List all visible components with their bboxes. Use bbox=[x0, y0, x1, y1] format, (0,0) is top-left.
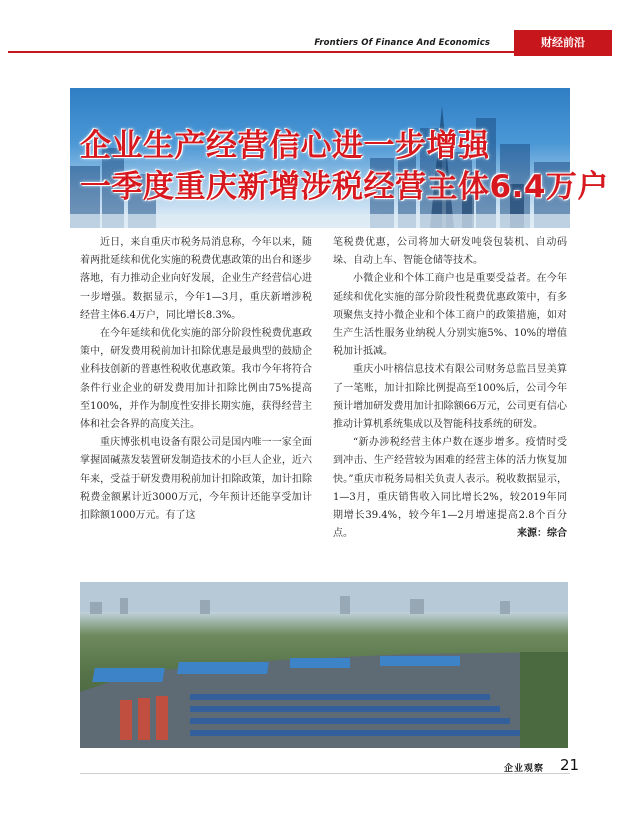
paragraph-text: “新办涉税经营主体户数在逐步增多。疫情时受到冲击、生产经营较为困难的经营主体的活力恢复加快。”重庆市税务局相关负责人表示。税收数据显示，1—3月，重庆销售收入同比增长2%，较2019年同期增长39.4%，较今年1—2月增速提高2.8个百分点。 bbox=[333, 437, 567, 540]
paragraph: 小微企业和个体工商户也是重要受益者。在今年延续和优化实施的部分阶段性税费优惠政策中，有多项聚焦支持小微企业和个体工商户的政策措施，如对生产生活性服务业纳税人分别实施5%、10%的增值税加计抵减。 bbox=[333, 273, 567, 358]
article-title-line-2: 一季度重庆新增涉税经营主体6.4万户 bbox=[80, 169, 609, 205]
paragraph: 重庆博张机电设备有限公司是国内唯一一家全面掌握固碱蒸发装置研发制造技术的小巨人企业，近六年来，受益于研发费用税前加计扣除政策，加计扣除税费金额累计近3000万元，今年预计还能享受加计扣除额1000万元。有了这 bbox=[80, 437, 312, 522]
article-column-right bbox=[333, 234, 567, 543]
header-rule bbox=[8, 51, 528, 53]
footer-rule bbox=[80, 773, 570, 774]
section-tab: 财经前沿 bbox=[514, 30, 612, 56]
logistics-hub-photo bbox=[80, 582, 568, 748]
paragraph-continuation: 笔税费优惠，公司将加大研发吨袋包装机、自动码垛、自动上车、智能仓储等技术。 bbox=[333, 237, 567, 267]
page-number: 21 bbox=[560, 756, 580, 774]
article-title-line-1: 企业生产经营信心进一步增强 bbox=[80, 128, 490, 164]
paragraph: 近日，来自重庆市税务局消息称，今年以来，随着两批延续和优化实施的税费优惠政策的出台和逐步落地，有力推动企业向好发展，企业生产经营信心进一步增强。数据显示，今年1—3月，重庆新增涉税经营主体6.4万户，同比增长8.3%。 bbox=[80, 237, 312, 321]
aerial-port-image bbox=[80, 582, 568, 748]
paragraph: 重庆小叶榕信息技术有限公司财务总监吕昱美算了一笔账，加计扣除比例提高至100%后，公司今年预计增加研发费用加计扣除额66万元，公司更有信心推动计算机系统集成以及智能科技系统的研发。 bbox=[333, 364, 567, 431]
header-english-title: Frontiers Of Finance And Economics bbox=[314, 38, 490, 48]
article-column-left bbox=[80, 234, 312, 525]
paragraph-last bbox=[333, 434, 567, 543]
paragraph: 在今年延续和优化实施的部分阶段性税费优惠政策中，研发费用税前加计扣除优惠是最典型的鼓励企业科技创新的普惠性税收优惠政策。我市今年将符合条件行业企业的研发费用加计扣除比例由75%提高至100%，并作为制度性安排长期实施，获得经营主体和社会各界的高度关注。 bbox=[80, 328, 312, 431]
footer-magazine-name: 企业观察 bbox=[504, 764, 545, 774]
source-credit: 来源：综合 bbox=[517, 528, 567, 540]
